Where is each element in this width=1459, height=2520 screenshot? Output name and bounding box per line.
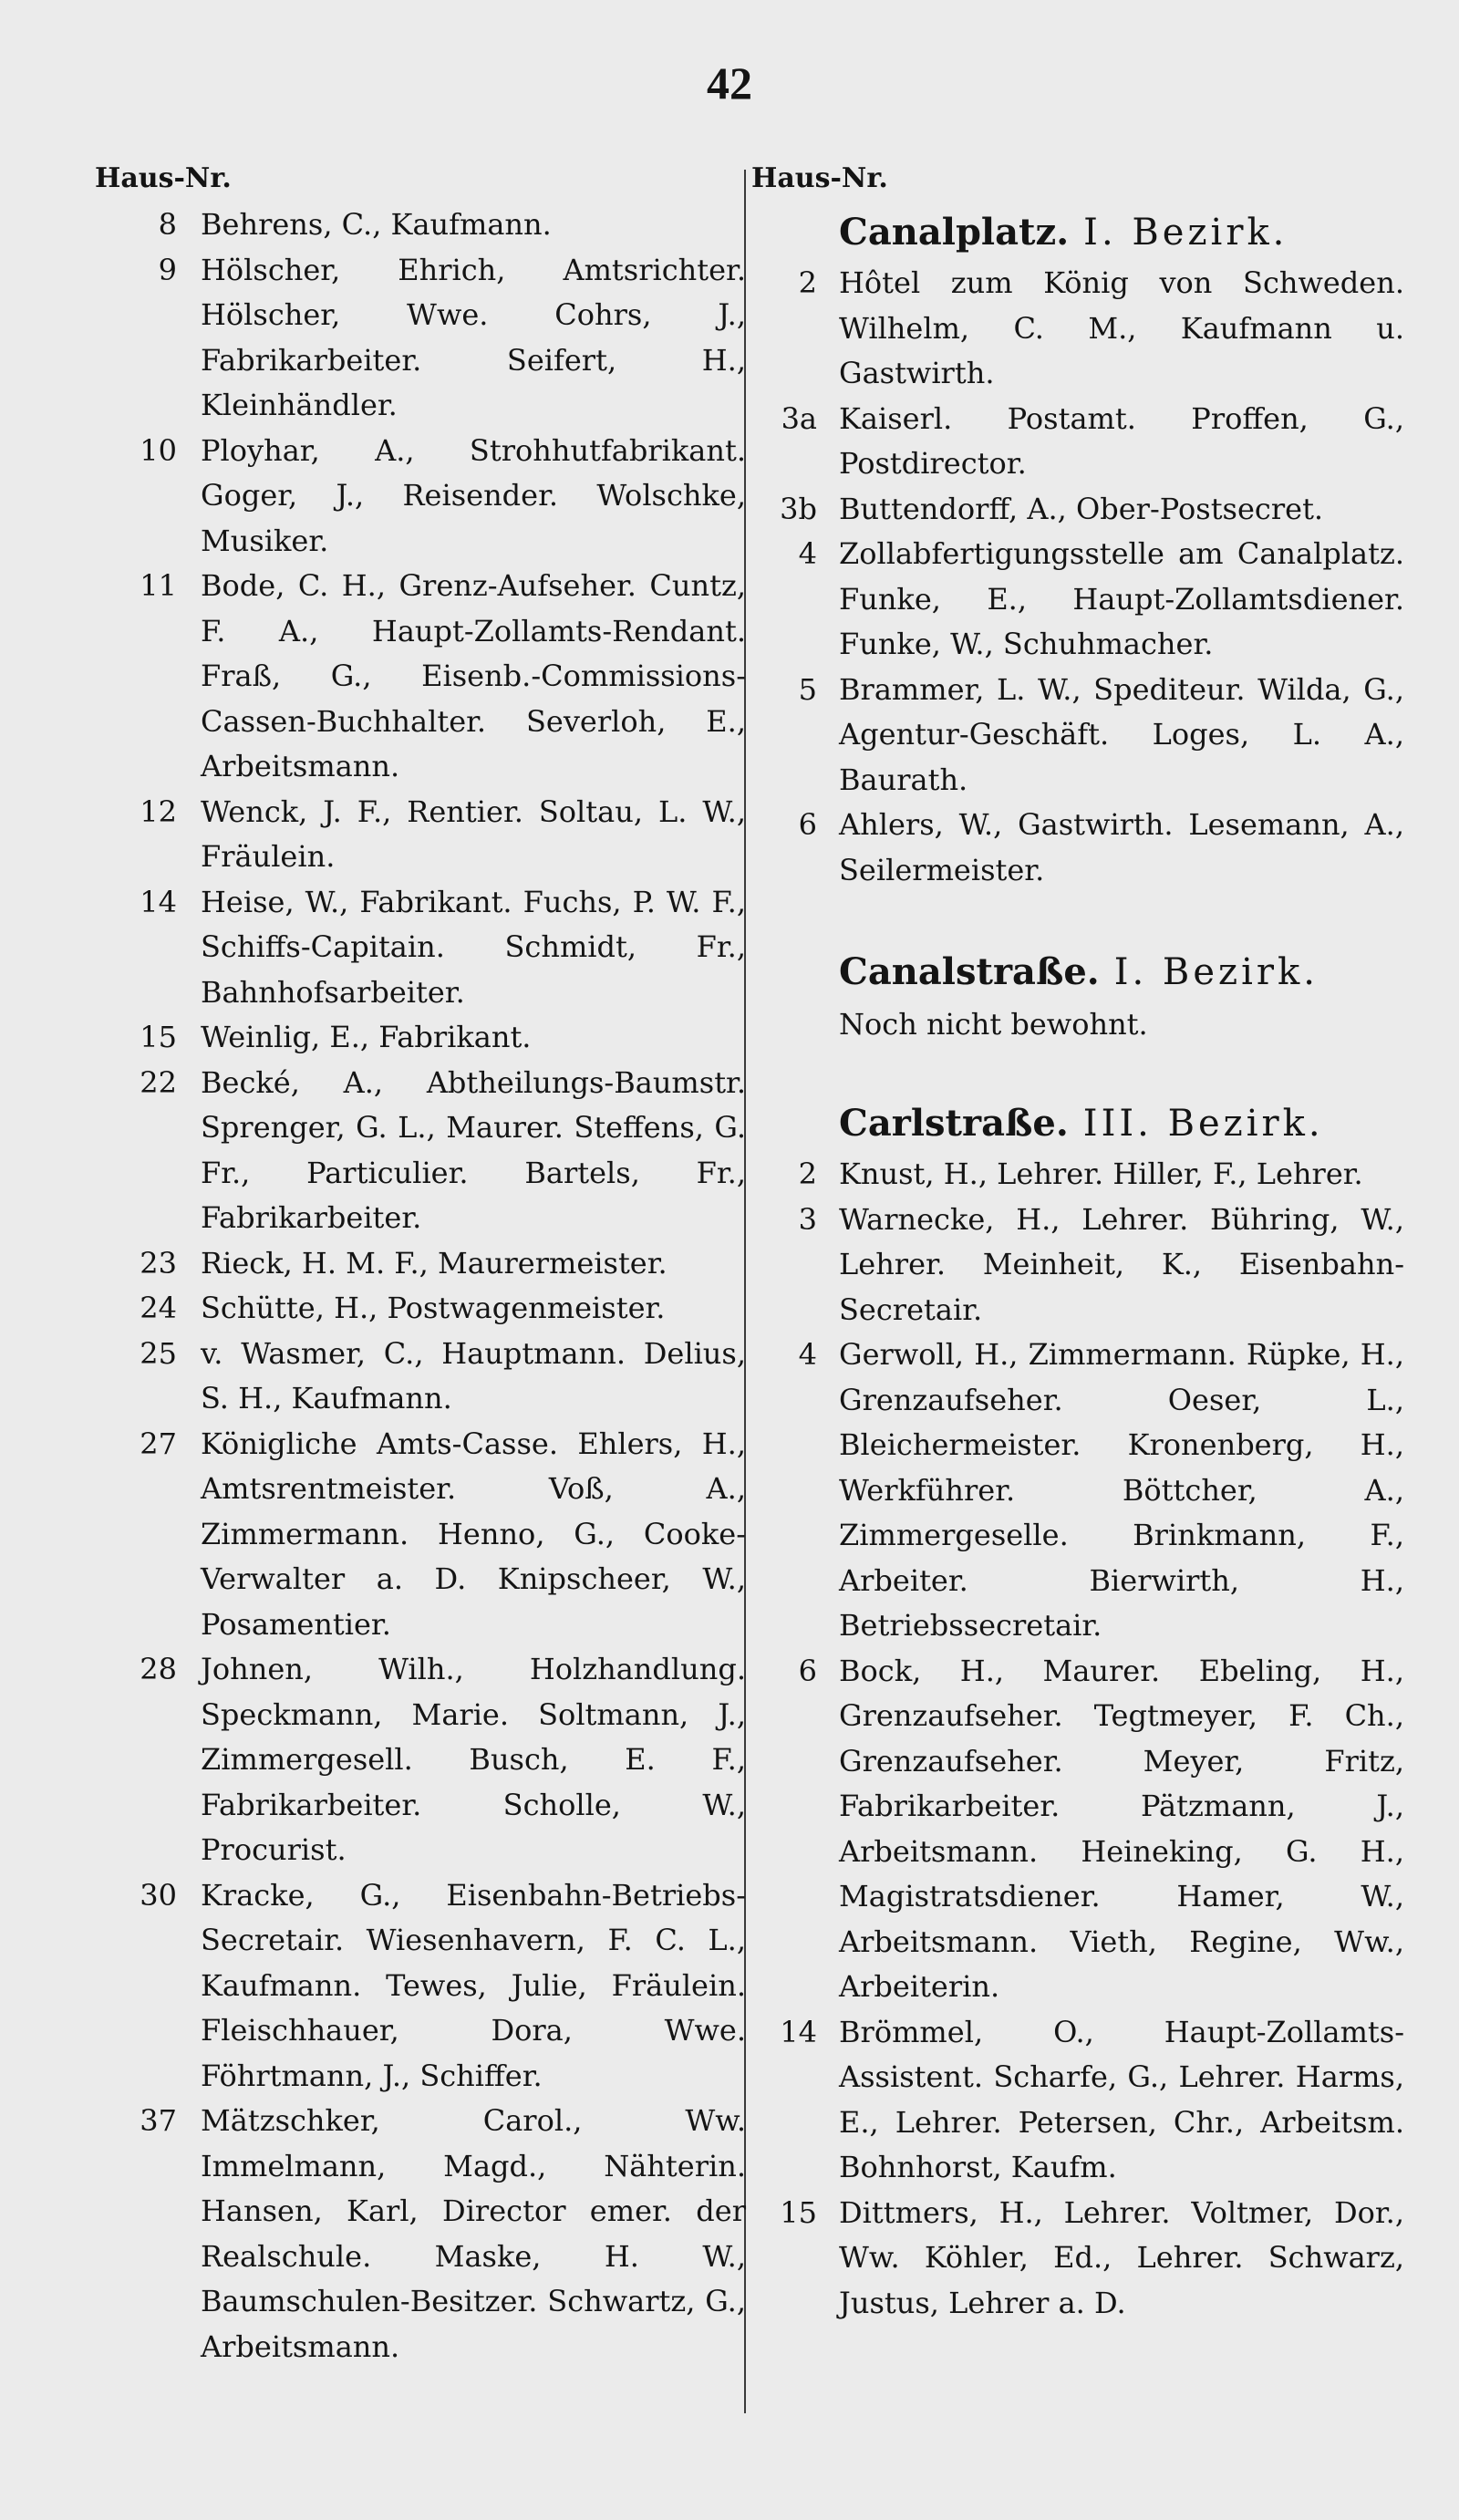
resident-text: Rieck, H. M. F., Maurermeister. (201, 1245, 667, 1281)
resident-text: Ahlers, W., Gastwirth. Lesemann, A., Seilermeister. (839, 807, 1404, 887)
list-item (91, 1241, 746, 1287)
resident-text: Hölscher, Ehrich, Amtsrichter. Hölscher, Wwe. Cohrs, J., Fabrikarbeiter. Seifert, H., Kleinhändler. (201, 252, 746, 422)
house-number: 25 (140, 1335, 177, 1371)
list-item (91, 1647, 746, 1873)
list-item (748, 803, 1404, 893)
house-number: 24 (140, 1291, 177, 1325)
list-item (91, 2099, 746, 2370)
resident-text: Gerwoll, H., Zimmermann. Rüpke, H., Grenzaufseher. Oeser, L., Bleichermeister. Kronenberg, H., Werkführer. Böttcher, A., Zimmergeselle. Brinkmann, F., Arbeiter. Bierwirth, H., Betriebssecretair. (839, 1337, 1404, 1643)
house-number: 6 (798, 807, 817, 842)
house-number: 22 (140, 1064, 177, 1100)
resident-text: Mätzschker, Carol., Ww. Immelmann, Magd., Nähterin. Hansen, Karl, Director emer. der Realschule. Maske, H. W., Baumschulen-Besitzer. Schwartz, G., Arbeitsmann. (201, 2103, 746, 2364)
house-number: 15 (780, 2194, 817, 2230)
house-number: 27 (140, 1426, 177, 1461)
house-number: 23 (140, 1245, 177, 1281)
page-number: 42 (707, 57, 752, 109)
list-item (91, 202, 746, 248)
resident-text: v. Wasmer, C., Hauptmann. Delius, S. H., Kaufmann. (201, 1335, 746, 1416)
house-number: 3b (780, 491, 817, 526)
resident-text: Hôtel zum König von Schweden. Wilhelm, C. M., Kaufmann u. Gastwirth. (839, 265, 1404, 390)
list-item (748, 532, 1404, 668)
resident-text: Weinlig, E., Fabrikant. (201, 1020, 532, 1054)
house-number: 3 (798, 1201, 817, 1237)
resident-text: Buttendorff, A., Ober-Postsecret. (839, 491, 1324, 526)
list-item (748, 2010, 1404, 2191)
house-number: 15 (140, 1020, 177, 1054)
resident-text: Königliche Amts-Casse. Ehlers, H., Amtsrentmeister. Voß, A., Zimmermann. Henno, G., Cooke-Verwalter a. D. Knipscheer, W., Posamentier. (201, 1426, 746, 1642)
list-item (748, 1198, 1404, 1333)
list-item (91, 880, 746, 1016)
house-number: 12 (140, 793, 177, 829)
right-column (748, 162, 1404, 2326)
list-item (91, 564, 746, 790)
resident-text: Ployhar, A., Strohhutfabrikant. Goger, J., Reisender. Wolschke, Musiker. (201, 432, 746, 558)
resident-text: Kracke, G., Eisenbahn-Betriebs-Secretair. Wiesenhavern, F. C. L., Kaufmann. Tewes, Julie, Fräulein. Fleischhauer, Dora, Wwe. Föhrtmann, J., Schiffer. (201, 1877, 746, 2093)
list-item (748, 1333, 1404, 1649)
resident-text: Brömmel, O., Haupt-Zollamts-Assistent. Scharfe, G., Lehrer. Harms, E., Lehrer. Petersen, Chr., Arbeitsm. Bohnhorst, Kaufm. (839, 2014, 1404, 2184)
list-item (91, 1061, 746, 1241)
list-item (91, 1332, 746, 1422)
list-item (91, 1286, 746, 1332)
list-item (91, 429, 746, 565)
resident-text: Wenck, J. F., Rentier. Soltau, L. W., Fräulein. (201, 793, 746, 874)
house-number: 4 (798, 536, 817, 571)
resident-text: Zollabfertigungsstelle am Canalplatz. Funke, E., Haupt-Zollamtsdiener. Funke, W., Schuhmacher. (839, 536, 1404, 661)
list-item (748, 397, 1404, 487)
house-number: 37 (140, 2103, 177, 2138)
street-name: Canalstraße. (839, 950, 1100, 993)
resident-text: Behrens, C., Kaufmann. (201, 207, 552, 242)
house-number: 2 (798, 1156, 817, 1191)
street-name: Canalplatz. (839, 211, 1070, 254)
house-number: 11 (140, 568, 177, 603)
resident-text: Kaiserl. Postamt. Proffen, G., Postdirector. (839, 400, 1404, 481)
resident-text: Heise, W., Fabrikant. Fuchs, P. W. F., Schiffs-Capitain. Schmidt, Fr., Bahnhofsarbeiter. (201, 884, 746, 1010)
resident-text: Johnen, Wilh., Holzhandlung. Speckmann, Marie. Soltmann, J., Zimmergesell. Busch, E. F., Fabrikarbeiter. Scholle, W., Procurist. (201, 1652, 746, 1867)
district-label: III. Bezirk. (1082, 1103, 1324, 1145)
resident-text: Becké, A., Abtheilungs-Baumstr. Sprenger, G. L., Maurer. Steffens, G. Fr., Particulier. Bartels, Fr., Fabrikarbeiter. (201, 1064, 746, 1235)
house-number: 4 (798, 1337, 817, 1372)
street-heading-canalstrasse (748, 948, 1404, 997)
list-item (91, 1015, 746, 1061)
district-label: I. Bezirk. (1083, 212, 1288, 254)
house-number: 9 (158, 252, 177, 287)
list-item (748, 261, 1404, 397)
resident-text: Knust, H., Lehrer. Hiller, F., Lehrer. (839, 1156, 1363, 1191)
house-number: 5 (798, 671, 817, 707)
resident-text: Schütte, H., Postwagenmeister. (201, 1291, 666, 1325)
list-item (748, 1649, 1404, 2010)
house-number: 14 (140, 884, 177, 919)
street-name: Carlstraße. (839, 1102, 1069, 1145)
occupancy-note: Noch nicht bewohnt. (839, 1007, 1148, 1042)
street-heading-carlstrasse (748, 1099, 1404, 1148)
section-gap (748, 1048, 1404, 1094)
resident-text: Warnecke, H., Lehrer. Bühring, W., Lehrer. Meinheit, K., Eisenbahn-Secretair. (839, 1201, 1404, 1327)
left-column (91, 162, 746, 2370)
house-number: 3a (781, 400, 817, 436)
house-number: 8 (158, 207, 177, 242)
list-item (748, 2191, 1404, 2327)
resident-text: Brammer, L. W., Spediteur. Wilda, G., Agentur-Geschäft. Loges, L. A., Baurath. (839, 671, 1404, 797)
list-item (91, 248, 746, 429)
list-item (91, 1422, 746, 1648)
street-heading-canalplatz (748, 208, 1404, 257)
district-label: I. Bezirk. (1113, 951, 1319, 993)
list-item (91, 790, 746, 880)
house-number-header: Haus-Nr. (751, 162, 888, 194)
resident-text: Bock, H., Maurer. Ebeling, H., Grenzaufseher. Tegtmeyer, F. Ch., Grenzaufseher. Meyer, Fritz, Fabrikarbeiter. Pätzmann, J., Arbeitsmann. Heineking, G. H., Magistratsdiener. Hamer, W., Arbeitsmann. Vieth, Regine, Ww., Arbeiterin. (839, 1653, 1404, 2004)
house-number: 2 (798, 265, 817, 300)
house-number: 30 (140, 1877, 177, 1913)
list-item (748, 1152, 1404, 1198)
list-item (91, 1873, 746, 2100)
house-number: 10 (140, 432, 177, 468)
list-item (748, 668, 1404, 804)
house-number: 14 (780, 2014, 817, 2049)
house-number-header: Haus-Nr. (95, 162, 232, 194)
house-number: 6 (798, 1653, 817, 1688)
house-number: 28 (140, 1652, 177, 1686)
resident-text: Dittmers, H., Lehrer. Voltmer, Dor., Ww. Köhler, Ed., Lehrer. Schwarz, Justus, Lehrer a. D. (839, 2194, 1404, 2320)
resident-text: Bode, C. H., Grenz-Aufseher. Cuntz, F. A., Haupt-Zollamts-Rendant. Fraß, G., Eisenb.-Commissions-Cassen-Buchhalter. Severloh, E., Arbeitsmann. (201, 568, 746, 783)
section-gap (748, 893, 1404, 942)
list-item (748, 487, 1404, 533)
